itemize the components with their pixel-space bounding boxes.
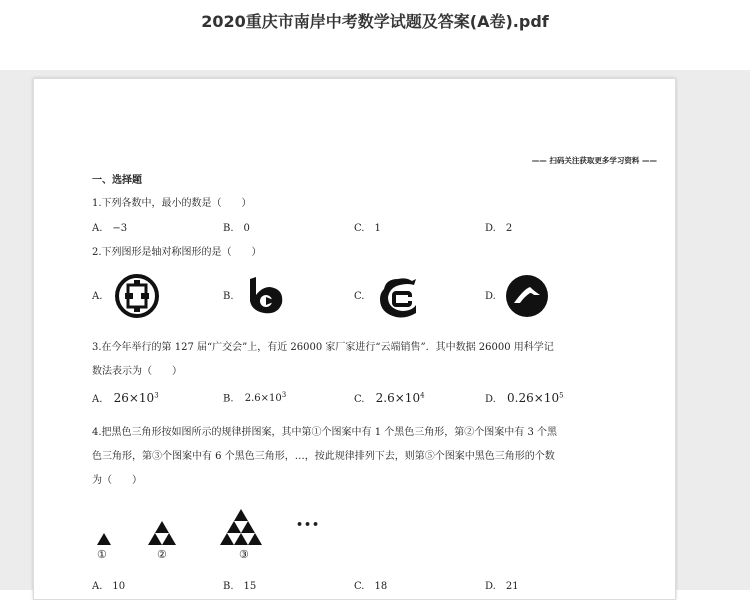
pattern-3-triangle — [241, 521, 255, 533]
question-4-line-1: 4.把黑色三角形按如图所示的规律拼图案，其中第①个图案中有 1 个黑色三角形，第②个图案中有 3 个黑 — [92, 427, 557, 438]
pattern-label-2: ② — [157, 548, 167, 561]
question-1: 1.下列各数中，最小的数是（ ） — [92, 198, 252, 209]
option-exponent: 5 — [559, 391, 564, 400]
pattern-label-1: ① — [97, 548, 107, 561]
q1-option-d: D. 2 — [485, 223, 513, 234]
triangle-pattern-figure — [89, 499, 349, 569]
q4-option-b: B. 15 — [223, 581, 257, 592]
pattern-3-triangle — [220, 533, 234, 545]
q2-option-a-letter: A. — [92, 291, 103, 302]
question-4-line-2: 色三角形，第③个图案中有 6 个黑色三角形，…，按此规律排列下去，则第⑤个图案中黑色三角形的个数 — [92, 451, 555, 462]
pattern-3-triangle — [227, 521, 241, 533]
option-value: 26×10 — [113, 391, 155, 405]
q3-option-d — [485, 391, 564, 405]
section-title: 一、选择题 — [92, 175, 142, 186]
q4-option-a: A. 10 — [92, 581, 126, 592]
icbc-logo-icon — [114, 273, 160, 319]
q3-option-a — [92, 391, 159, 405]
option-exponent: 3 — [281, 391, 287, 399]
q1-option-b: B. 0 — [223, 223, 250, 234]
q3-option-c — [354, 391, 425, 405]
pattern-3-triangle — [248, 533, 262, 545]
bank-logo-b-icon — [244, 273, 288, 317]
option-letter: A. — [92, 394, 103, 405]
pattern-2-triangle — [148, 533, 162, 545]
document-viewer[interactable] — [0, 70, 750, 590]
q3-option-b — [223, 391, 286, 404]
q2-option-b-letter: B. — [223, 291, 234, 302]
option-letter: B. — [223, 393, 234, 405]
option-exponent: 4 — [420, 391, 425, 400]
pattern-ellipsis: ••• — [296, 518, 321, 531]
dragon-logo-icon — [376, 273, 422, 319]
q2-option-c-letter: C. — [354, 291, 365, 302]
option-value: 2.6×10 — [375, 391, 421, 405]
pattern-1-triangle — [97, 533, 111, 545]
option-value: 0.26×10 — [507, 391, 560, 405]
pattern-2-triangle — [155, 521, 169, 533]
question-4-line-3: 为（ ） — [92, 475, 142, 486]
option-value: 2.6×10 — [244, 393, 282, 405]
option-exponent: 3 — [154, 391, 159, 400]
question-3-line-2: 数法表示为（ ） — [92, 366, 182, 377]
question-2: 2.下列图形是轴对称图形的是（ ） — [92, 247, 262, 258]
q1-option-a: A. −3 — [92, 223, 128, 234]
q1-option-c: C. 1 — [354, 223, 381, 234]
pattern-3-triangle — [234, 533, 248, 545]
pattern-label-3: ③ — [239, 548, 249, 561]
q4-option-c: C. 18 — [354, 581, 388, 592]
option-letter: D. — [485, 394, 496, 405]
pattern-2-triangle — [162, 533, 176, 545]
document-title: 2020重庆市南岸中考数学试题及答案(A卷).pdf — [201, 12, 549, 31]
q2-option-d-letter: D. — [485, 291, 496, 302]
title-bar — [0, 0, 750, 70]
header-note: —— 扫码关注获取更多学习资料 —— — [531, 156, 657, 165]
mountain-logo-icon — [504, 273, 550, 319]
q4-option-d: D. 21 — [485, 581, 519, 592]
option-letter: C. — [354, 394, 365, 405]
pattern-3-triangle — [234, 509, 248, 521]
question-3-line-1: 3.在今年举行的第 127 届“广交会”上，有近 26000 家厂家进行“云端销售”．其中数据 26000 用科学记 — [92, 342, 554, 353]
pdf-page — [33, 78, 676, 600]
